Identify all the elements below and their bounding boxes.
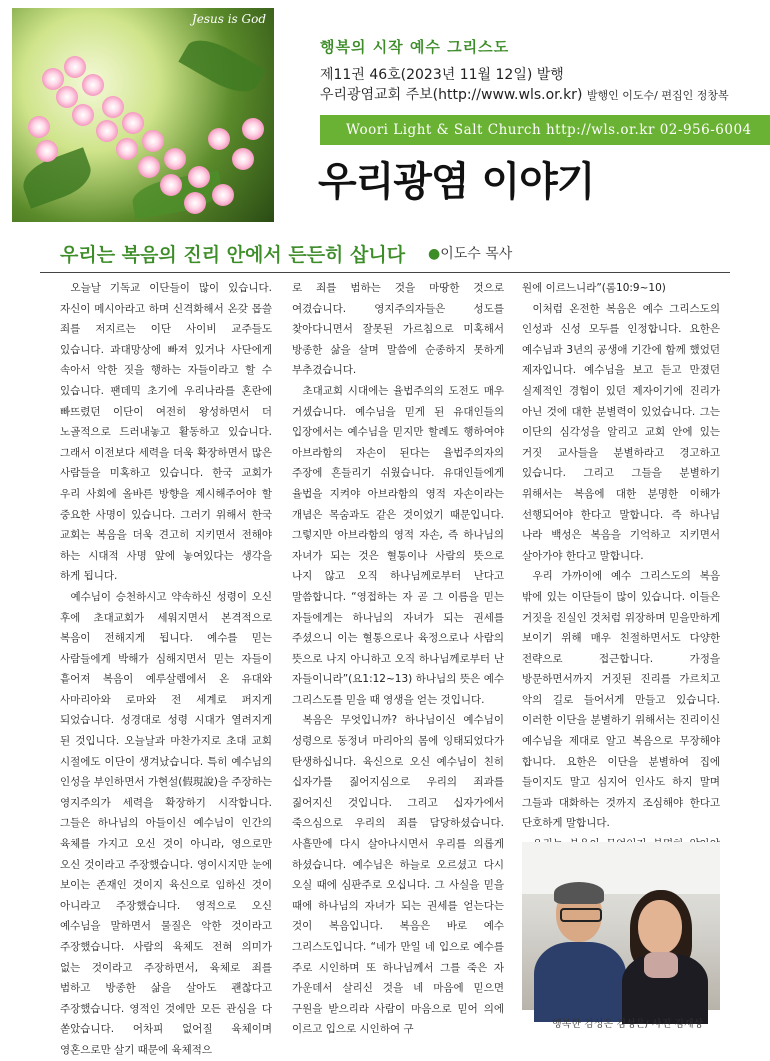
paragraph: 이처럼 온전한 복음은 예수 그리스도의 인성과 신성 모두를 인정합니다. 요한은 예수님과 3년의 공생애 기간에 함께 했었던 제자입니다. 예수님을 보고 듣고 만졌던 실제적인 경험이 있던 제자이기에 진리가 아닌 것에 대한 분별력이 있었습니다. 그는 이단의 심각성을 알리고 교회 안에 있는 거짓 교사들을 분별하라고 경고하고 있습니다. 그리고 그들을 분별하기 위해서는 복음에 대한 분명한 이해가 선행되어야 한다고 말합니다. 즉 하나님 나라 백성은 복음을 기억하고 지키면서 살아가야 한다고 말합니다. <box>522 302 720 562</box>
bullet-icon: ● <box>428 246 441 262</box>
paragraph: 예수님이 승천하시고 약속하신 성령이 오신 후에 초대교회가 세워지면서 본격적으로 복음이 전해지게 됩니다. 예수를 믿는 사람들에게 박해가 심해지면서 믿는 자들이 흩어져 복음이 예루살렘에서 온 유대와 사마리아와 로마와 전 세계로 퍼지게 되었습니다. 성경대로 성령 시대가 열려지게 된 것입니다. 오늘날과 마찬가지로 초대 교회 시절에도 이단이 생겨났습니다. 특히 예수님의 인성을 부인하면서 가현설(假現說)을 주장하는 영지주의가 세력을 확장하기 시작합니다. 그들은 하나님의 아들이신 예수님이 인간의 육체를 가지고 오신 것이 아니라, 영으로만 오신 것이라고 주장했습니다. 영이시지만 눈에 보이는 존재인 것이지 육신으로 임하신 것이 아니라고 주장했습니다. 영적으로 오신 예수님을 말하면서 물질은 악한 것이라고 주장했습니다. 사람의 육체도 전혀 의미가 없는 것이라고 주장하면서, 육체로 죄를 범하고 방종한 삶을 살아도 괜찮다고 주장했습니다. 영적인 것에만 모든 관심을 다 쏟았습니다. 어차피 없어질 육체이며 영혼으로만 살기 때문에 육체적으 <box>60 590 272 1056</box>
article-headline: 우리는 복음의 진리 안에서 든든히 삽니다 <box>60 244 406 266</box>
article-byline <box>428 243 512 263</box>
paragraph: 오늘날 기독교 이단들이 많이 있습니다. 자신이 메시아라고 하며 신격화해서 온갖 몹쓸 죄를 저지르는 이단 사이비 교주들도 있습니다. 과대망상에 빠져 있거나 사단에게 속아서 악한 짓을 행하는 자들이라고 할 수 있습니다. 팬데믹 초기에 우리나라를 혼란에 빠뜨렸던 이단이 여전히 왕성하면서 더 노골적으로 드러내놓고 활동하고 있습니다. 그래서 이전보다 세력을 더욱 확장하면서 많은 사람들을 미혹하고 있습니다. 한국 교회가 우리 사회에 올바른 방향을 제시해주어야 할 중요한 사명이 있습니다. 그러기 위해서 한국 교회는 복음을 더욱 견고히 지키면서 전해야 하는 시대적 사명 앞에 놓여있다는 생각을 하게 됩니다. <box>60 282 272 583</box>
photo-caption: Jesus is God <box>191 12 266 26</box>
bulletin-url: 우리광염교회 주보(http://www.wls.or.kr) <box>320 87 587 103</box>
author-name: 이도수 목사 <box>440 246 513 262</box>
issue-info: 제11권 46호(2023년 11월 12일) 발행 <box>320 67 564 83</box>
article-column-1 <box>60 278 272 1056</box>
masthead-title: 우리광염 이야기 <box>318 159 595 205</box>
headline-divider <box>40 272 730 273</box>
header-flower-photo <box>12 8 274 222</box>
paragraph: 우리 가까이에 예수 그리스도의 복음 밖에 있는 이단들이 많이 있습니다. 이들은 거짓을 진실인 것처럼 위장하며 믿을만하게 보이기 위해 매우 친절하면서도 다양한 전략으로 접근합니다. 가정을 방문하면서까지 거짓된 진리를 가르치고 악의 길로 들어서게 만들고 있습니다. 이러한 이단을 분별하기 위해서는 진리이신 예수님을 제대로 알고 복음으로 무장해야 합니다. 요한은 이단을 분별하여 집에 들이지도 말고 심지어 인사도 하지 말며 그들과 대화하는 것까지 조심해야 한다고 단호하게 말합니다. <box>522 570 720 830</box>
paragraph: 초대교회 시대에는 율법주의의 도전도 매우 거셌습니다. 예수님을 믿게 된 유대인들의 입장에서는 예수님을 믿지만 할례도 행하여야 아브라함의 자손이 된다는 율법주의자의 주장에 흔들리기 쉬웠습니다. 유대인들에게 율법을 지켜야 아브라함의 영적 자손이라는 개념은 목숨과도 같은 것이었기 때문입니다. 그렇지만 아브라함의 영적 자손, 즉 하나님의 자녀가 되는 것은 혈통이나 사람의 뜻으로 나지 않고 오직 하나님께로부터 난다고 말씀합니다. “영접하는 자 곧 그 이름을 믿는 자들에게는 하나님의 자녀가 되는 권세를 주셨으니 이는 혈통으로나 육정으로나 사람의 뜻으로 나지 아니하고 오직 하나님께로부터 난 자들이니라”(요1:12~13) 하나님의 뜻은 예수 그리스도를 믿을 때 영생을 얻는 것입니다. <box>292 384 504 706</box>
publisher-credits: 발행인 이도수/ 편집인 정창복 <box>586 89 729 102</box>
paragraph: 원에 이르느니라”(롬10:9~10) <box>522 282 666 294</box>
photo-credit-caption: 행복한 김성은 김성은/ 사진 김재상 <box>552 1019 704 1030</box>
paragraph: 로 죄를 범하는 것을 마땅한 것으로 여겼습니다. 영지주의자들은 성도를 찾아다니면서 잘못된 가르침으로 미혹해서 방종한 삶을 살며 말씀에 순종하지 못하게 부추겼습니다. <box>292 282 504 377</box>
paragraph: 복음은 무엇입니까? 하나님이신 예수님이 성령으로 동정녀 마리아의 몸에 잉태되었다가 탄생하십니다. 육신으로 오신 예수님이 친히 십자가를 짊어지심으로 우리의 죄과를 짊어지신 것입니다. 그리고 십자가에서 죽으심으로 우리의 죄를 담당하셨습니다. 사흘만에 다시 살아나시면서 우리를 의롭게 하셨습니다. 예수님은 하늘로 오르셨고 다시 오실 때에 심판주로 오십니다. 그 사실을 믿을 때에 하나님의 자녀가 되는 권세를 얻는다는 것이 복음입니다. 복음은 바로 예수 그리스도입니다. “네가 만일 네 입으로 예수를 주로 시인하며 또 하나님께서 그를 죽은 자 가운데서 살리신 것을 네 마음에 믿으면 구원을 받으리라 사람이 마음으로 믿어 의에 이르고 입으로 시인하여 구 <box>292 714 504 1036</box>
church-banner: Woori Light & Salt Church http://wls.or.kr 02-956-6004 <box>320 115 770 145</box>
article-column-2 <box>292 278 504 1036</box>
couple-photo <box>522 842 720 1010</box>
article-column-3 <box>522 278 720 838</box>
publisher-line <box>320 84 729 104</box>
bulletin-subtitle: 행복의 시작 예수 그리스도 <box>320 38 510 56</box>
